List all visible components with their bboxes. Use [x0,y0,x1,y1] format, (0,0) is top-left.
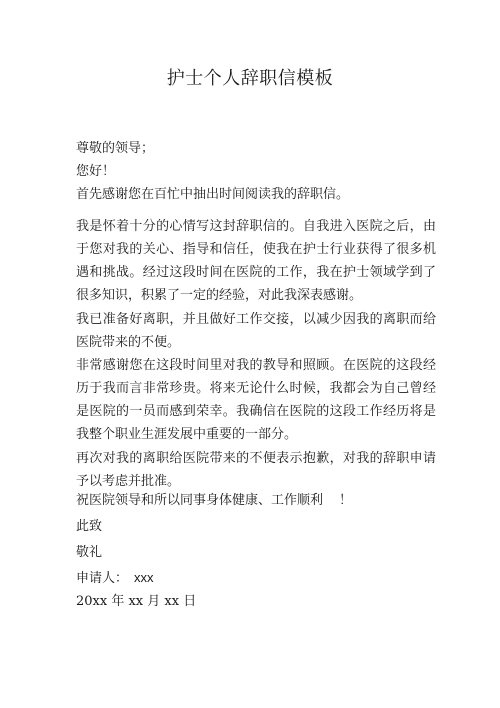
closing-cizhi: 此致 [76,519,103,534]
applicant-name: xxx [134,570,154,585]
wishes-mark: ！ [339,493,353,508]
applicant-line [76,570,154,587]
closing-jingli: 敬礼 [76,545,103,560]
paragraph-handover: 我已准备好离职，并且做好工作交接，以减少因我的离职而给医院带来的不便。 [76,312,436,350]
wishes-line [76,493,352,509]
page-title: 护士个人辞职信模板 [166,68,334,89]
greeting: 您好！ [76,164,116,179]
paragraph-thanks: 非常感谢您在这段时间里对我的教导和照顾。在医院的这段经历于我而言非常珍贵。将来无论什么时候，我都会为自己曾经是医院的一员而感到荣幸。我确信在医院的这段工作经历将是我整个职业生涯发展中重要的一部分。 [76,358,436,442]
salutation: 尊敬的领导； [76,141,155,156]
wishes-text: 祝医院领导和所以同事身体健康、工作顺利 [76,493,324,508]
applicant-label: 申请人： [76,571,129,586]
paragraph-gratitude: 我是怀着十分的心情写这封辞职信的。自我进入医院之后，由于您对我的关心、指导和信任，使我在护士行业获得了很多机遇和挑战。经过这段时间在医院的工作，我在护士领域学到了很多知识，积累了一定的经验，对此我深表感谢。 [76,219,436,303]
intro-line: 首先感谢您在百忙中抽出时间阅读我的辞职信。 [76,187,350,202]
paragraph-apology: 再次对我的离职给医院带来的不便表示抱歉，对我的辞职申请予以考虑并批准。 [76,451,436,489]
date-line: 20xx 年 xx 月 xx 日 [76,594,197,609]
